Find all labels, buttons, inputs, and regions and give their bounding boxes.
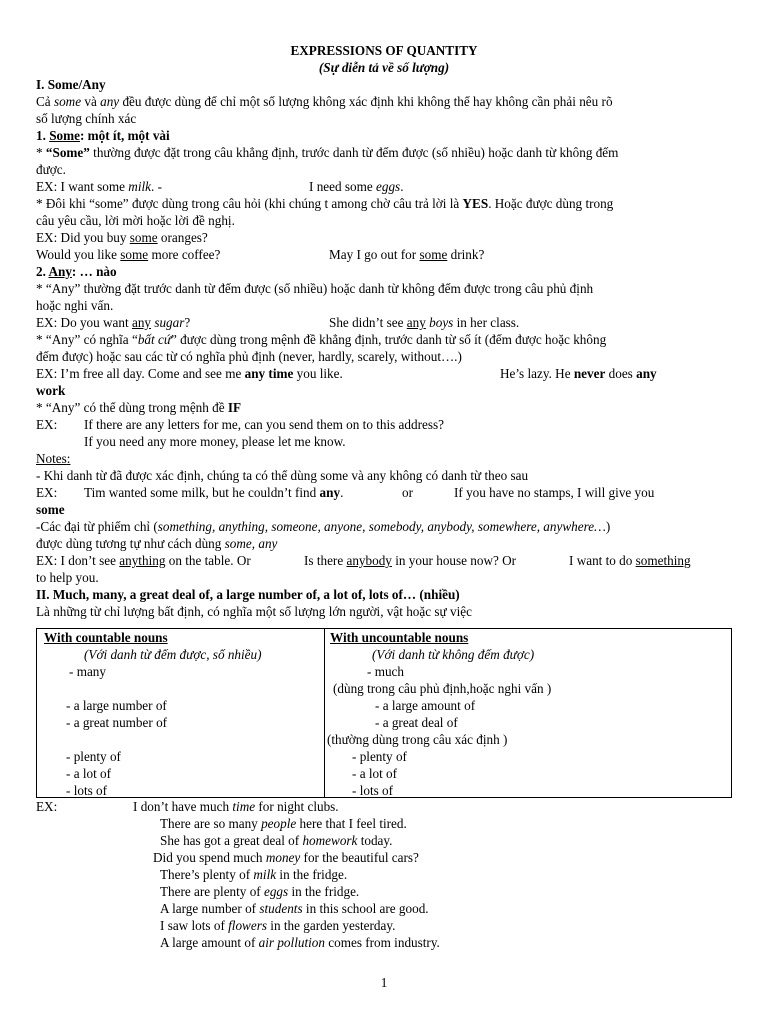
example-line: She has got a great deal of homework today. [160, 833, 393, 848]
column-header: With uncountable nouns [330, 630, 469, 645]
paragraph: * “Some” thường được đặt trong câu khẳng định, trước danh từ đếm được (số nhiều) hoặc danh từ không đếm [36, 145, 619, 160]
page-number: 1 [380, 975, 388, 990]
list-item: - much [367, 664, 404, 679]
example-line: A large amount of air pollution comes from industry. [160, 935, 440, 950]
example-line: EX: I’m free all day. Come and see me any time you like. [36, 366, 343, 381]
notes-heading: Notes: [36, 451, 71, 466]
example-line: There are plenty of eggs in the fridge. [160, 884, 360, 899]
example-line: Is there anybody in your house now? Or [304, 553, 517, 568]
example-line: Tim wanted some milk, but he couldn’t find any. [84, 485, 344, 500]
subsection-heading: 2. Any: … nào [36, 264, 117, 279]
paragraph: Cả some và any đều được dùng để chỉ một số lượng không xác định khi không thể hay không cần phải nêu rõ [36, 94, 613, 109]
example-line: or [402, 485, 413, 500]
page-subtitle: (Sự diễn tả về số lượng) [318, 60, 450, 75]
example-line: Did you spend much money for the beautiful cars? [153, 850, 419, 865]
example-line: A large number of students in this school are good. [160, 901, 429, 916]
example-label: EX: [36, 485, 58, 500]
example-label: EX: [36, 417, 58, 432]
example-line: EX: Do you want any sugar? [36, 315, 191, 330]
list-item: - plenty of [352, 749, 407, 764]
list-item: - a lot of [352, 766, 398, 781]
example-line: I saw lots of flowers in the garden yesterday. [160, 918, 396, 933]
page-title: EXPRESSIONS OF QUANTITY [290, 43, 478, 58]
example-line: May I go out for some drink? [329, 247, 485, 262]
list-item: - a large amount of [375, 698, 476, 713]
section-heading: I. Some/Any [36, 77, 106, 92]
column-divider [324, 629, 325, 797]
list-item: - many [69, 664, 106, 679]
section-heading: II. Much, many, a great deal of, a large number of, a lot of, lots of… (nhiều) [36, 587, 460, 602]
list-item: - lots of [352, 783, 394, 798]
quantity-table [36, 628, 732, 798]
list-item: - plenty of [66, 749, 121, 764]
example-line: some [36, 502, 65, 517]
example-line: work [36, 383, 66, 398]
example-line: EX: I want some milk. - [36, 179, 163, 194]
example-line: I need some eggs. [309, 179, 404, 194]
paragraph: câu yêu cầu, lời mời hoặc lời đề nghị. [36, 213, 235, 228]
example-line: EX: I don’t see anything on the table. Or [36, 553, 251, 568]
column-subheader: (Với danh từ không đếm được) [372, 647, 535, 662]
example-line: Would you like some more coffee? [36, 247, 221, 262]
subsection-heading: 1. Some: một ít, một vài [36, 128, 170, 143]
example-line: I don’t have much time for night clubs. [133, 799, 339, 814]
paragraph: số lượng chính xác [36, 111, 137, 126]
paragraph: - Khi danh từ đã được xác định, chúng ta có thể dùng some và any không có danh từ theo sau [36, 468, 529, 483]
list-item: - a great deal of [375, 715, 458, 730]
paragraph: * “Any” có thể dùng trong mệnh đề IF [36, 400, 242, 415]
example-line: If there are any letters for me, can you send them on to this address? [84, 417, 444, 432]
example-line: If you need any more money, please let me know. [84, 434, 346, 449]
paragraph: được. [36, 162, 66, 177]
paragraph: Là những từ chỉ lượng bất định, có nghĩa một số lượng lớn người, vật hoặc sự việc [36, 604, 472, 619]
usage-note: (thường dùng trong câu xác định ) [327, 732, 508, 747]
paragraph: hoặc nghi vấn. [36, 298, 114, 313]
paragraph: được dùng tương tự như cách dùng some, any [36, 536, 278, 551]
example-label: EX: [36, 799, 58, 814]
paragraph: * Đôi khi “some” được dùng trong câu hỏi (khi chúng t among chờ câu trả lời là YES. Hoặc được dùng trong [36, 196, 614, 211]
list-item: - a great number of [66, 715, 168, 730]
example-line: She didn’t see any boys in her class. [329, 315, 520, 330]
paragraph: đếm được) hoặc sau các từ có nghĩa phủ định (never, hardly, scarely, without….) [36, 349, 462, 364]
example-line: There’s plenty of milk in the fridge. [160, 867, 348, 882]
paragraph: -Các đại từ phiếm chỉ (something, anything, someone, anyone, somebody, anybody, somewhere, anywhere…) [36, 519, 611, 534]
column-subheader: (Với danh từ đếm được, số nhiều) [84, 647, 262, 662]
paragraph: * “Any” có nghĩa “bất cứ” được dùng trong mệnh đề khẳng định, trước danh từ số ít (đếm được hoặc không [36, 332, 607, 347]
example-line: If you have no stamps, I will give you [454, 485, 655, 500]
usage-note: (dùng trong câu phủ định,hoặc nghi vấn ) [333, 681, 552, 696]
list-item: - a lot of [66, 766, 112, 781]
example-line: EX: Did you buy some oranges? [36, 230, 208, 245]
example-line: I want to do something [569, 553, 691, 568]
example-line: There are so many people here that I feel tired. [160, 816, 407, 831]
column-header: With countable nouns [44, 630, 168, 645]
list-item: - a large number of [66, 698, 167, 713]
example-line: He’s lazy. He never does any [500, 366, 657, 381]
paragraph: * “Any” thường đặt trước danh từ đếm được (số nhiều) hoặc danh từ không đếm được trong câu phủ định [36, 281, 594, 296]
example-line: to help you. [36, 570, 99, 585]
list-item: - lots of [66, 783, 108, 798]
